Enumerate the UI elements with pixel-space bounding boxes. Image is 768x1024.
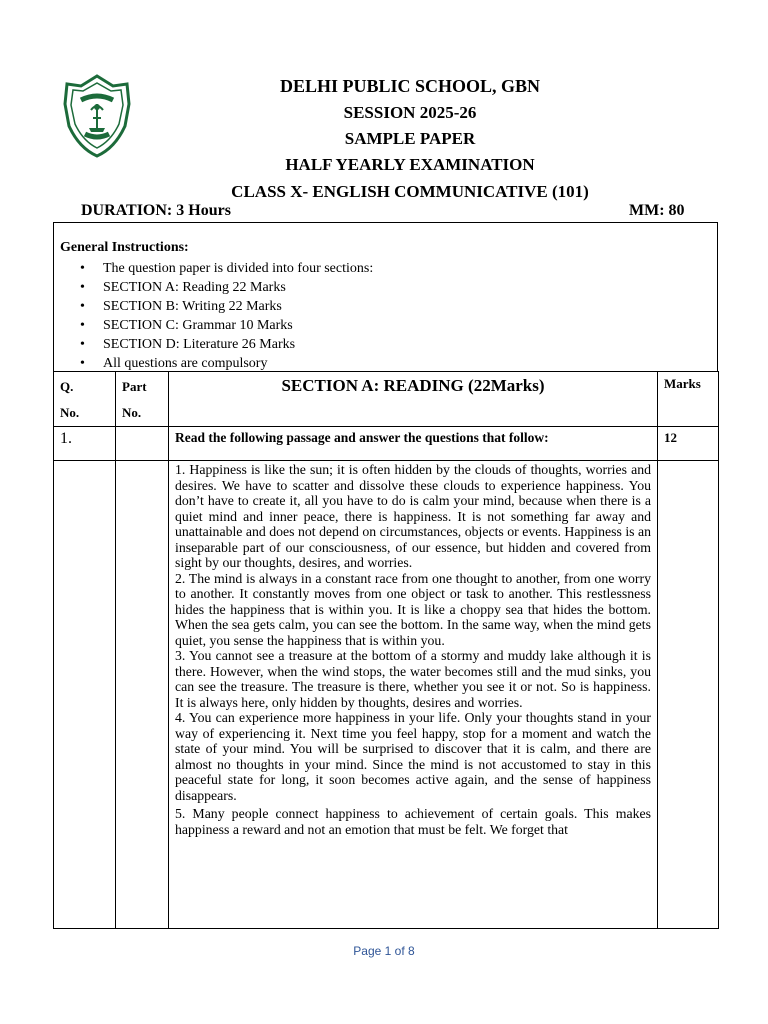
q-no-header [54, 372, 116, 427]
page-number: Page 1 of 8 [353, 944, 415, 958]
passage-paragraph: 1. Happiness is like the sun; it is often hidden by the clouds of thoughts, worries and desires. We have to scatter and dissolve these clouds to experience happiness. You don’t have to create it, all you have to do is calm your mind, because when there is a quiet mind and inner peace, there is happiness. It is not something far away and unattainable and does not depend on circumstances, objects or events. Happiness is an inseparable part of our consciousness, of our essence, but hidden and covered from sight by our thoughts, desires, and worries. [175, 462, 651, 570]
part-cell [116, 427, 169, 461]
class-subject: CLASS X- ENGLISH COMMUNICATIVE (101) [231, 182, 589, 201]
paper-type: SAMPLE PAPER [344, 129, 476, 148]
table-row [54, 427, 719, 461]
duration: DURATION: 3 Hours [81, 202, 231, 219]
instruction-item: • All questions are compulsory [60, 354, 373, 373]
q-no-header-line1: Q. [60, 379, 74, 394]
instruction-item: • SECTION D: Literature 26 Marks [60, 335, 373, 354]
passage-paragraph: 4. You can experience more happiness in your life. Only your thoughts stand in your way of experiencing it. Next time you feel happy, stop for a moment and watch the state of your mind. You will be surprised to discover that it is calm, and there are almost no thoughts in your mind. Since the mind is not accustomed to stay in this peaceful state for long, it soon becomes active again, and the sense of happiness disappears. [175, 710, 651, 803]
school-logo [63, 74, 131, 158]
marks-header: Marks [658, 372, 719, 427]
question-text: Read the following passage and answer the questions that follow: [169, 427, 658, 461]
instructions-list [60, 259, 373, 373]
instructions-title: General Instructions: [60, 240, 189, 255]
table-row [54, 461, 719, 929]
part-header-line2: No. [122, 405, 142, 420]
question-table [53, 371, 719, 929]
instruction-item: • SECTION B: Writing 22 Marks [60, 297, 373, 316]
passage-paragraph: 3. You cannot see a treasure at the bottom of a stormy and muddy lake although it is there. However, when the wind stops, the water becomes still and the mud sinks, you can see the treasure. The treasure is there, whether you see it or not. So is happiness. It is always here, only hidden by thoughts, desires and worries. [175, 648, 651, 710]
empty-cell [116, 461, 169, 929]
passage-paragraph: 2. The mind is always in a constant race from one thought to another, from one worry to another. It constantly moves from one object or task to another. This restlessness hides the happiness that is within you. It is like a choppy sea that hides the bottom. When the sea gets calm, you can see the bottom. In the same way, when the mind gets quiet, you sense the happiness that is within you. [175, 570, 651, 648]
passage-paragraph: 5. Many people connect happiness to achievement of certain goals. This makes happiness a reward and not an emotion that must be felt. We forget that [175, 806, 651, 837]
instruction-item: • SECTION A: Reading 22 Marks [60, 278, 373, 297]
instruction-item: • SECTION C: Grammar 10 Marks [60, 316, 373, 335]
part-no-header [116, 372, 169, 427]
question-number: 1. [54, 427, 116, 461]
session: SESSION 2025-26 [343, 103, 477, 122]
max-marks: MM: 80 [629, 202, 685, 219]
table-header-row [54, 372, 719, 427]
instruction-item: • The question paper is divided into four sections: [60, 259, 373, 278]
empty-cell [658, 461, 719, 929]
school-name: DELHI PUBLIC SCHOOL, GBN [279, 76, 541, 96]
section-title: SECTION A: READING (22Marks) [169, 372, 658, 427]
empty-cell [54, 461, 116, 929]
question-marks: 12 [658, 427, 719, 461]
part-header-line1: Part [122, 379, 147, 394]
q-no-header-line2: No. [60, 405, 80, 420]
exam-title: HALF YEARLY EXAMINATION [285, 155, 535, 174]
passage [169, 461, 658, 929]
